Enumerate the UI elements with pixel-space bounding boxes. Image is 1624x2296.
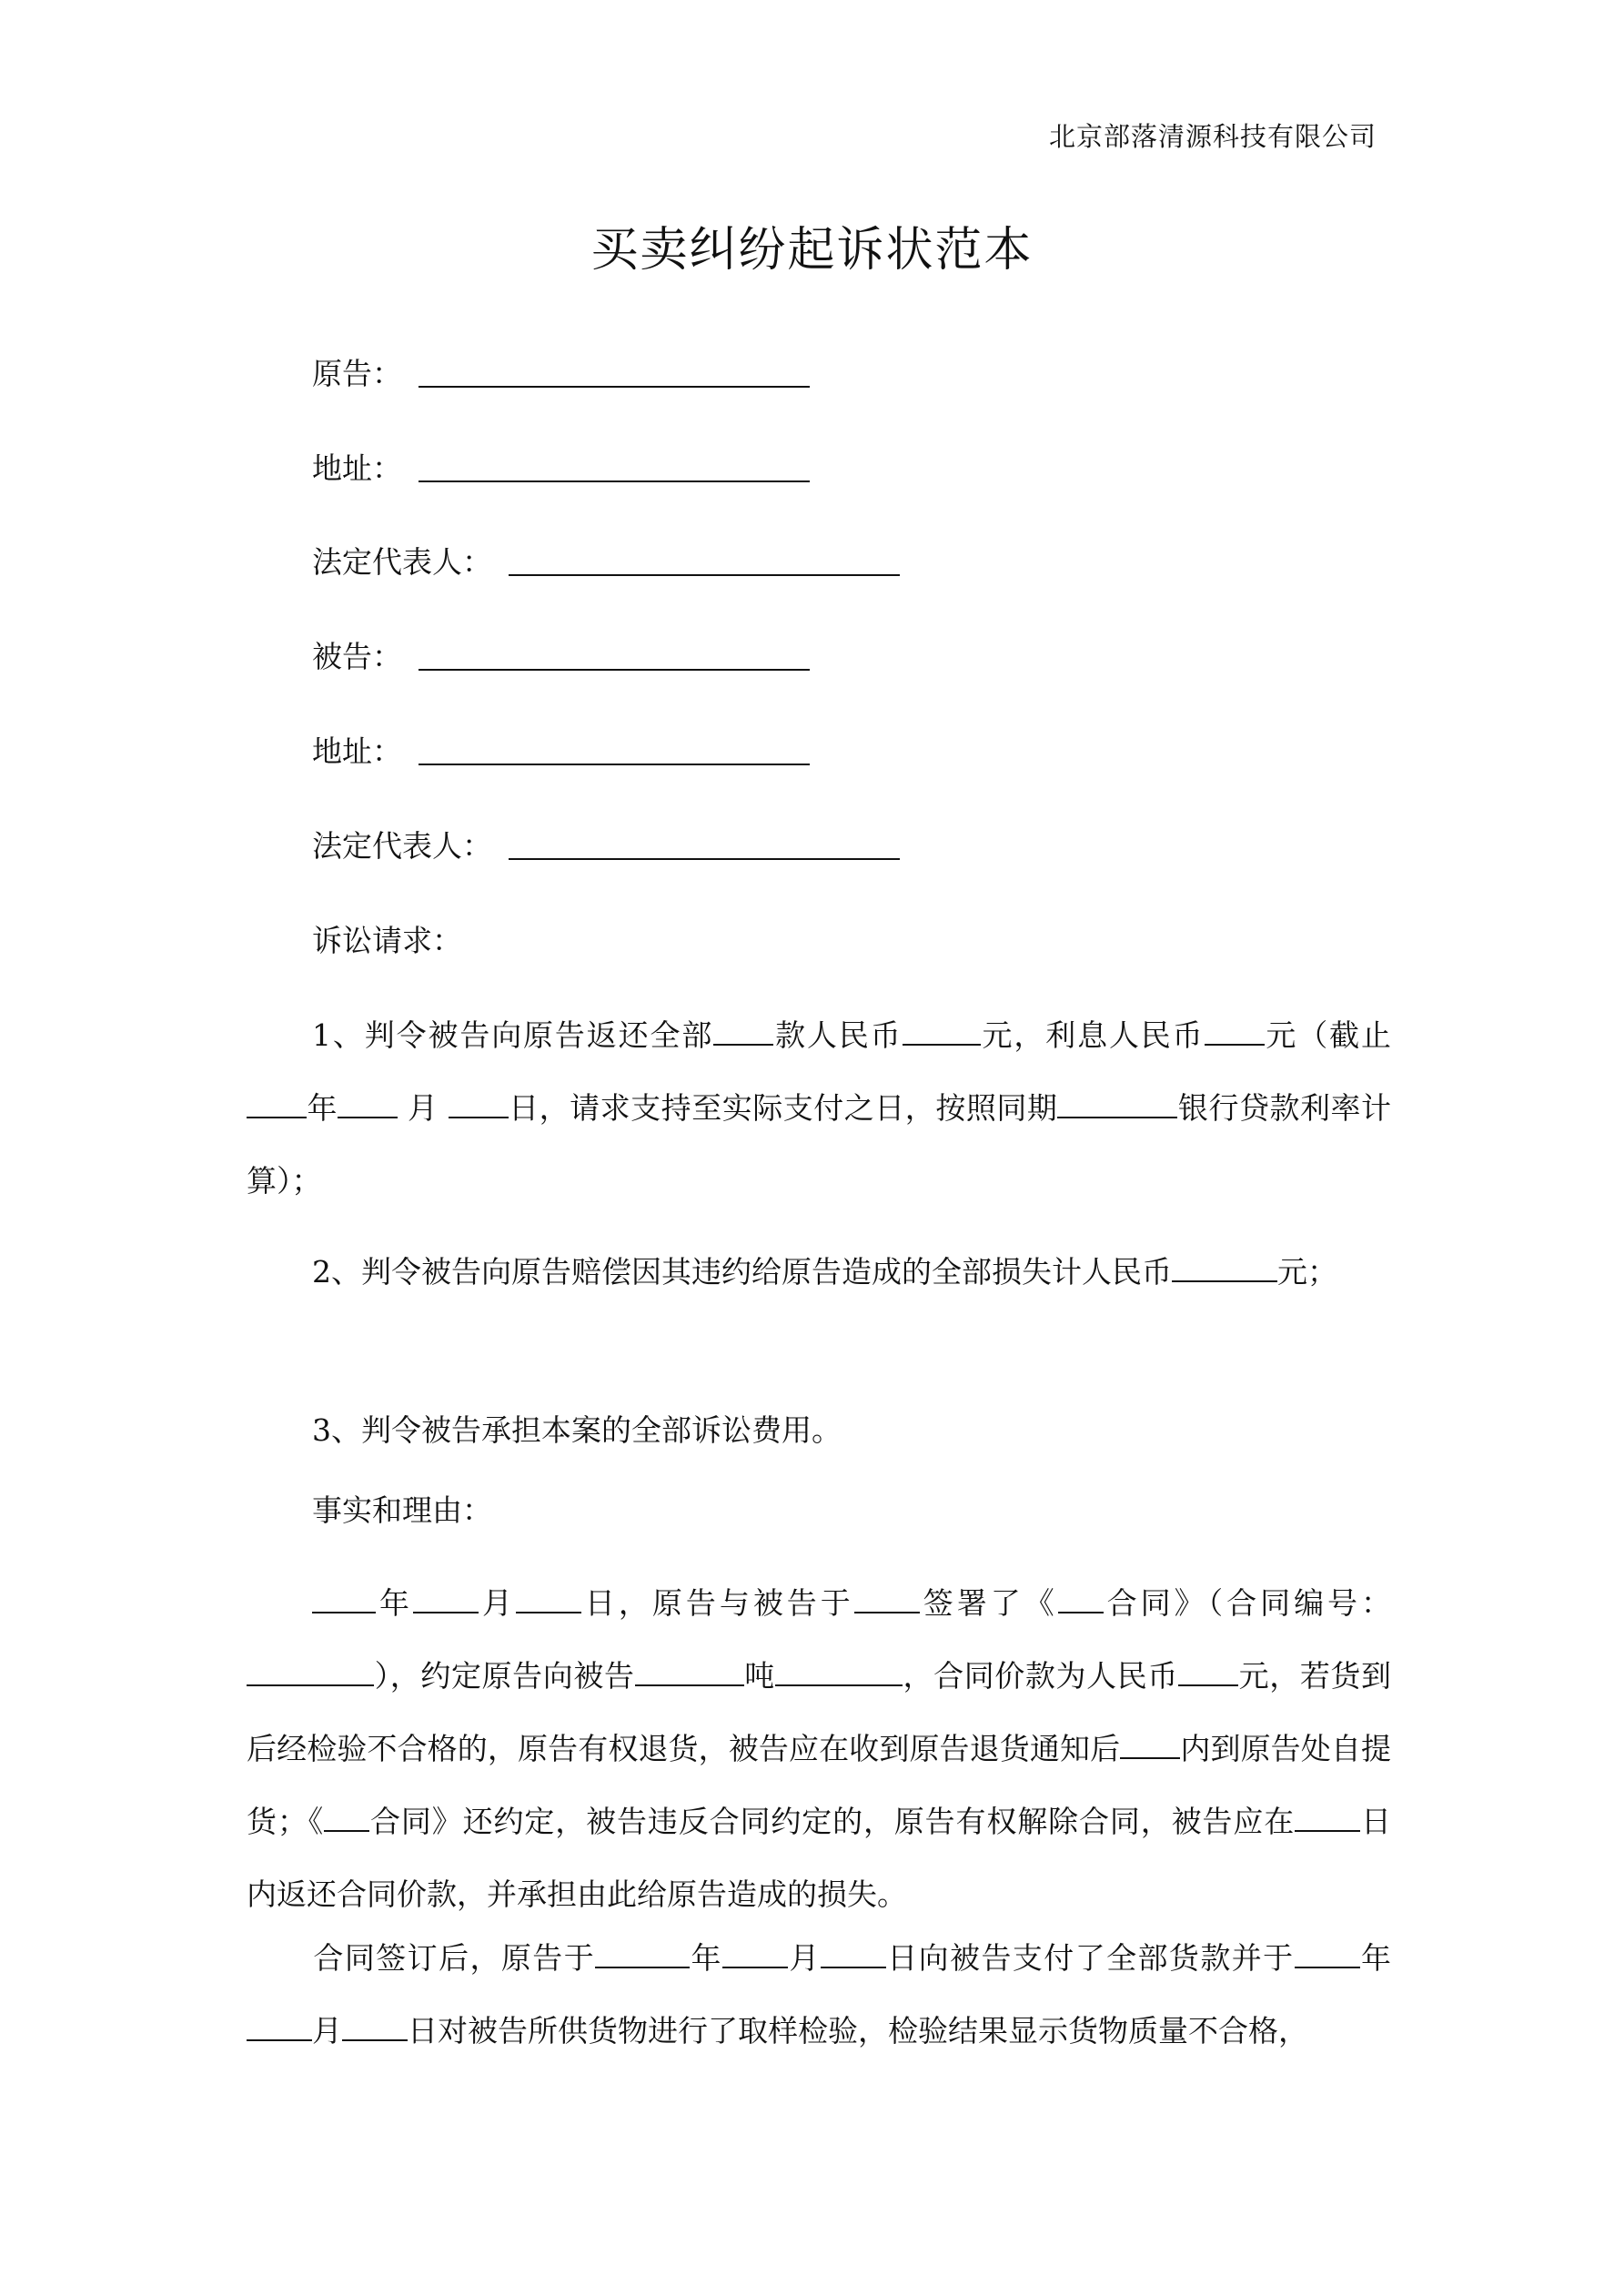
facts-blank-contract-name-2[interactable] — [324, 1806, 369, 1832]
claim-1-blank-bank[interactable] — [1057, 1093, 1177, 1118]
defendant-legal-rep-label: 法定代表人： — [312, 828, 492, 864]
facts-text: 合同》还约定，被告违反合同约定的，原告有权解除合同，被告应在 — [369, 1804, 1296, 1839]
facts-paragraph-1 — [247, 1567, 1391, 1931]
plaintiff-label: 原告： — [312, 356, 402, 391]
claim-1 — [247, 999, 1391, 1218]
claim-3 — [247, 1394, 1391, 1467]
facts-blank-pay-year[interactable] — [595, 1943, 690, 1968]
facts-text: 年 — [690, 1940, 722, 1976]
facts-blank-inspect-year[interactable] — [1295, 1943, 1360, 1968]
claim-2-text: 2、判令被告向原告赔偿因其违约给原告造成的全部损失计人民币 — [312, 1254, 1172, 1290]
company-header: 北京部落清源科技有限公司 — [1048, 121, 1377, 152]
facts-text: 元，若货到后经检验不合格的，原告有权退货，被告应在收到原告退货通知后 — [247, 1658, 1392, 1766]
facts-text: 内到原告处自提货；《 — [247, 1731, 1392, 1839]
claim-1-blank-principal[interactable] — [903, 1020, 981, 1046]
claim-1-text: 银行贷款利率计算）； — [247, 1090, 1392, 1199]
claim-1-blank-interest[interactable] — [1205, 1020, 1265, 1046]
facts-blank-inspect-day[interactable] — [342, 2016, 408, 2041]
facts-text: 日向被告支付了全部货款并于 — [885, 1940, 1295, 1976]
facts-text: 日内返还合同价款，并承担由此给原告造成的损失。 — [247, 1804, 1392, 1912]
plaintiff-blank[interactable] — [419, 384, 810, 388]
claim-1-text: 月 — [398, 1090, 449, 1126]
facts-blank-year[interactable] — [312, 1588, 376, 1613]
facts-text: 吨 — [743, 1658, 775, 1694]
facts-text: ），约定原告向被告 — [374, 1658, 635, 1694]
facts-blank-pickup-days[interactable] — [1120, 1734, 1180, 1759]
defendant-blank[interactable] — [419, 667, 810, 671]
defendant-address-field — [312, 728, 810, 771]
facts-text: 日对被告所供货物进行了取样检验，检验结果显示货物质量不合格， — [408, 2013, 1308, 2048]
facts-text: 签署了《 — [919, 1585, 1058, 1621]
defendant-legal-rep-field — [312, 823, 900, 865]
plaintiff-address-field — [312, 445, 810, 488]
document-title: 买卖纠纷起诉状范本 — [590, 223, 1034, 278]
facts-blank-contract-name[interactable] — [1058, 1588, 1104, 1613]
claim-1-text: 元（截止 — [1264, 1017, 1392, 1053]
claim-1-blank-year[interactable] — [247, 1093, 307, 1118]
facts-blank-pay-day[interactable] — [821, 1943, 886, 1968]
claim-1-text: 1、判令被告向原告返还全部 — [312, 1017, 714, 1053]
facts-blank-inspect-month[interactable] — [247, 2016, 312, 2041]
facts-text: 年 — [376, 1585, 413, 1621]
facts-blank-refund-days[interactable] — [1295, 1806, 1360, 1832]
claim-2-text: 元； — [1277, 1254, 1337, 1290]
facts-text: ，合同价款为人民币 — [902, 1658, 1178, 1694]
claim-1-text: 元，利息人民币 — [980, 1017, 1205, 1053]
plaintiff-legal-rep-field — [312, 539, 900, 582]
facts-text: 合同》（合同编号： — [1103, 1585, 1392, 1621]
facts-blank-place[interactable] — [854, 1588, 920, 1613]
facts-text: 月 — [312, 2013, 342, 2048]
claim-1-blank-month[interactable] — [338, 1093, 398, 1118]
facts-blank-contract-no[interactable] — [247, 1661, 374, 1686]
facts-heading: 事实和理由： — [312, 1492, 492, 1528]
facts-blank-price[interactable] — [1178, 1661, 1238, 1686]
facts-blank-pay-month[interactable] — [722, 1943, 788, 1968]
facts-text: 日，原告与被告于 — [580, 1585, 854, 1621]
defendant-legal-rep-blank[interactable] — [509, 856, 900, 860]
plaintiff-address-label: 地址： — [312, 450, 402, 486]
facts-text: 年 — [1359, 1940, 1392, 1976]
claim-1-text: 年 — [307, 1090, 338, 1126]
facts-text: 月 — [787, 1940, 821, 1976]
plaintiff-address-blank[interactable] — [419, 479, 810, 482]
plaintiff-legal-rep-label: 法定代表人： — [312, 544, 492, 580]
plaintiff-legal-rep-blank[interactable] — [509, 572, 900, 576]
facts-blank-quantity[interactable] — [635, 1661, 744, 1686]
facts-text: 月 — [478, 1585, 516, 1621]
facts-text: 合同签订后，原告于 — [312, 1940, 596, 1976]
claim-1-blank-goods[interactable] — [713, 1020, 773, 1046]
claim-3-text: 3、判令被告承担本案的全部诉讼费用。 — [312, 1412, 842, 1448]
facts-paragraph-2 — [247, 1922, 1391, 2068]
facts-blank-day[interactable] — [516, 1588, 581, 1613]
defendant-field — [312, 633, 810, 676]
claim-1-text: 款人民币 — [773, 1017, 903, 1053]
facts-blank-goods[interactable] — [775, 1661, 903, 1686]
plaintiff-field — [312, 350, 810, 393]
defendant-address-blank[interactable] — [419, 762, 810, 765]
claim-1-text: 日，请求支持至实际支付之日，按照同期 — [508, 1090, 1058, 1126]
claim-1-blank-day[interactable] — [449, 1093, 509, 1118]
claims-heading: 诉讼请求： — [312, 923, 462, 958]
defendant-address-label: 地址： — [312, 733, 402, 769]
claim-2-blank-amount[interactable] — [1172, 1257, 1277, 1282]
claim-2 — [247, 1236, 1391, 1309]
defendant-label: 被告： — [312, 639, 402, 674]
facts-blank-month[interactable] — [413, 1588, 479, 1613]
